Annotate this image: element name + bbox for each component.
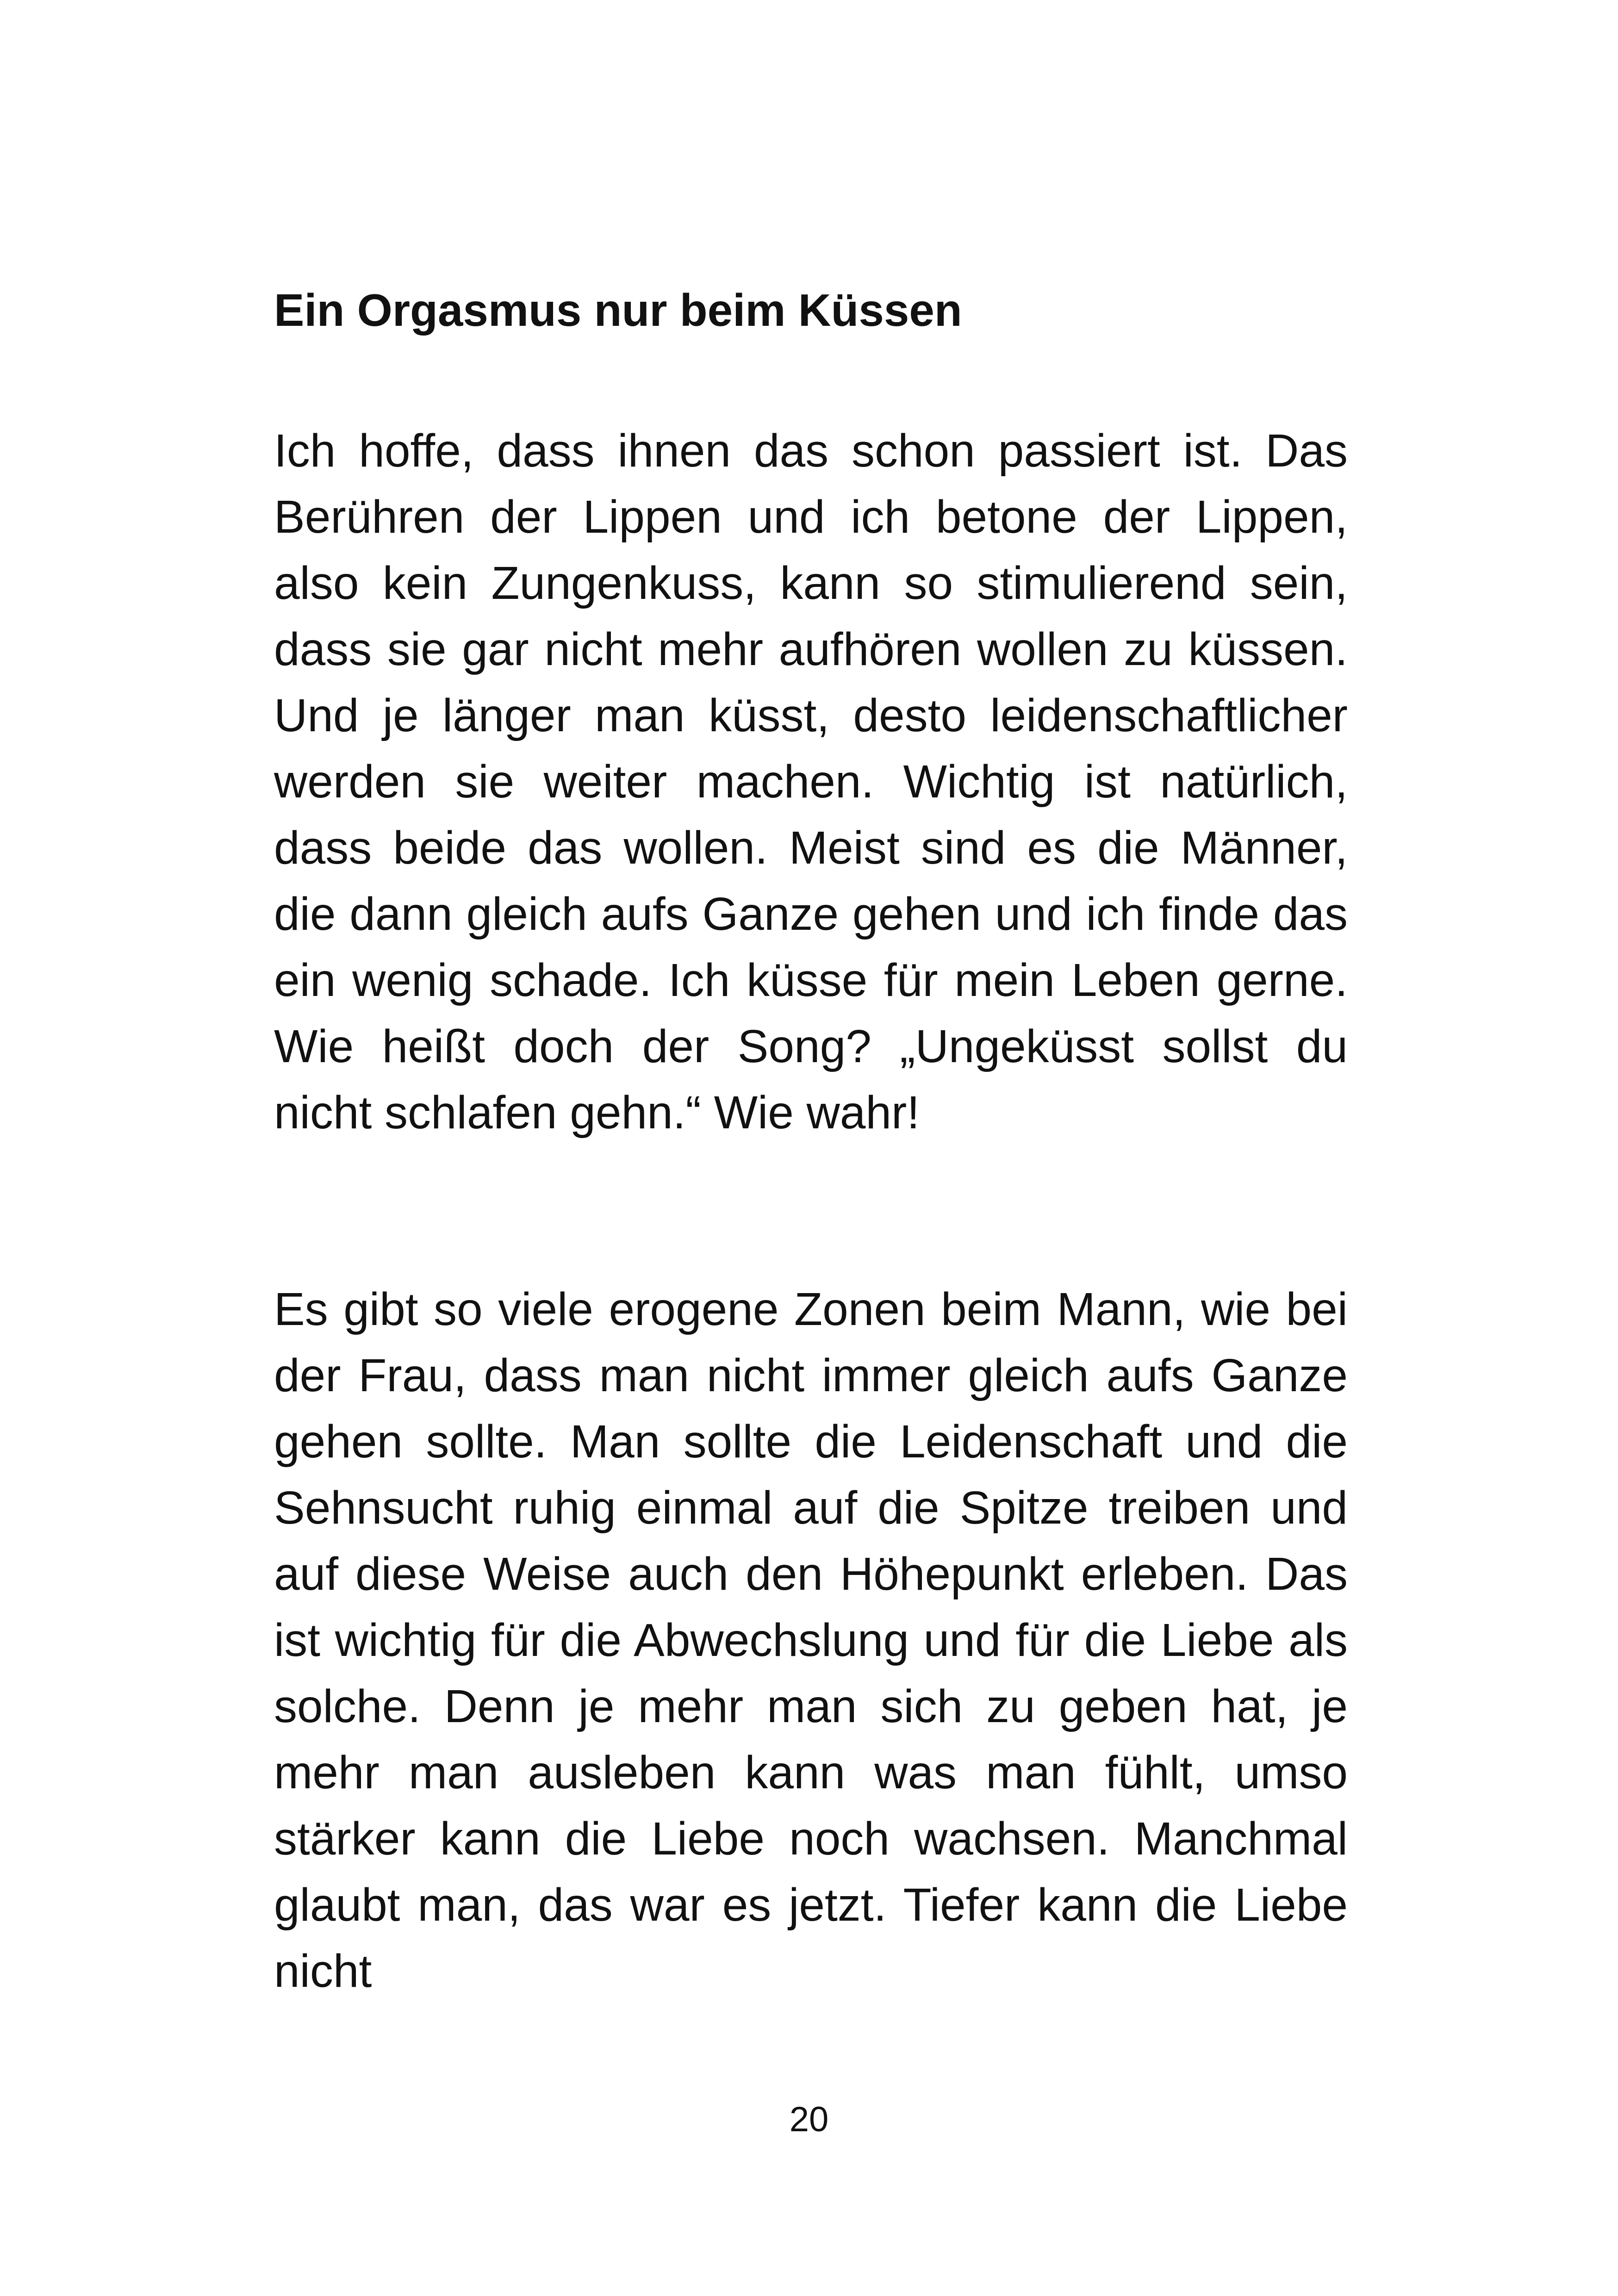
paragraph-1: Ich hoffe, dass ihnen das schon passiert ist. Das Berühren der Lippen und ich betone der Lippen, also kein Zungenkuss, kann so stimulierend sein, dass sie gar nicht mehr aufhören wollen zu küssen. Und je länger man küsst, desto leidenschaftlicher werden sie weiter machen. Wichtig ist natürlich, dass beide das wollen. Meist sind es die Männer, die dann gleich aufs Ganze gehen und ich finde das ein wenig schade. Ich küsse für mein Leben gerne. Wie heißt doch der Song? „Ungeküsst sollst du nicht schlafen gehn.“ Wie wahr! — [274, 425, 1348, 1139]
paragraph-2: Es gibt so viele erogene Zonen beim Mann, wie bei der Frau, dass man nicht immer gleich aufs Ganze gehen sollte. Man sollte die Leidenschaft und die Sehnsucht ruhig einmal auf die Spitze treiben und auf diese Weise auch den Höhepunkt erleben. Das ist wichtig für die Abwechslung und für die Liebe als solche. Denn je mehr man sich zu geben hat, je mehr man ausleben kann was man fühlt, umso stärker kann die Liebe noch wachsen. Manchmal glaubt man, das war es jetzt. Tiefer kann die Liebe nicht — [274, 1283, 1348, 1997]
chapter-heading: Ein Orgasmus nur beim Küssen — [274, 285, 962, 336]
page-number: 20 — [789, 2100, 829, 2139]
